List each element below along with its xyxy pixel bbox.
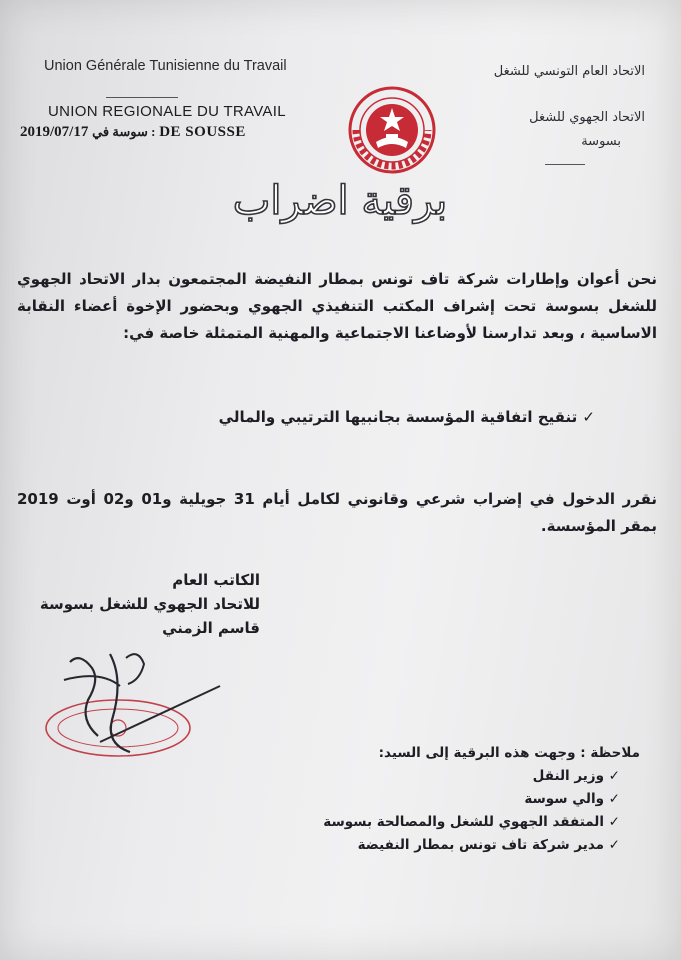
document-title: برقية اضراب [232, 178, 448, 224]
demand-item: ✓ تنقيح اتفاقية المؤسسة بجانبيها الترتيبي والمالي [218, 408, 595, 426]
body-paragraph-1: نحن أعوان وإطارات شركة تاف تونس بمطار النفيضة المجتمعون بدار الاتحاد الجهوي للشغل بسوسة تحت إشراف المكتب التنفيذي الجهوي وبحضور الإخوة أعضاء النقابة الاساسية ، وبعد تدارسنا لأوضاعنا الاجتماعية والمهنية المتمثلة خاصة في: [17, 270, 657, 342]
french-city: DE SOUSSE [159, 124, 246, 140]
arabic-regional-union: الاتحاد الجهوي للشغل [529, 110, 645, 125]
signatory-org: للاتحاد الجهوي للشغل بسوسة [39, 595, 260, 613]
date-prefix: سوسة في : [92, 124, 156, 139]
recipient-item: ✓ وزير النقل [532, 768, 620, 784]
arabic-union-name: الاتحاد العام التونسي للشغل [493, 64, 645, 79]
letter-date: 2019/07/17 [20, 124, 89, 140]
french-union-name: Union Générale Tunisienne du Travail [44, 58, 287, 74]
recipient-item: ✓ والي سوسة [524, 791, 620, 807]
date-line [20, 124, 246, 141]
signatory-name: قاسم الزمني [162, 619, 260, 637]
signatory-role: الكاتب العام [172, 571, 260, 589]
note-heading: ملاحظة : وجهت هذه البرقية إلى السيد: [378, 745, 640, 761]
recipient-item: ✓ مدير شركة تاف تونس بمطار النفيضة [357, 837, 620, 853]
header-divider [106, 97, 178, 98]
arabic-city: بسوسة [581, 134, 621, 149]
signature-and-stamp [40, 640, 260, 770]
body-paragraph-2: نقرر الدخول في إضراب شرعي وقانوني لكامل أيام 31 جويلية و01 و02 أوت 2019 بمقر المؤسسة. [17, 490, 658, 535]
signatory-block [20, 568, 260, 640]
ugtt-emblem-icon [346, 84, 438, 176]
french-regional-union: UNION REGIONALE DU TRAVAIL [48, 103, 286, 120]
arabic-header-divider [545, 164, 585, 165]
recipient-item: ✓ المتفقد الجهوي للشغل والمصالحة بسوسة [323, 814, 620, 830]
distribution-note [300, 742, 640, 857]
